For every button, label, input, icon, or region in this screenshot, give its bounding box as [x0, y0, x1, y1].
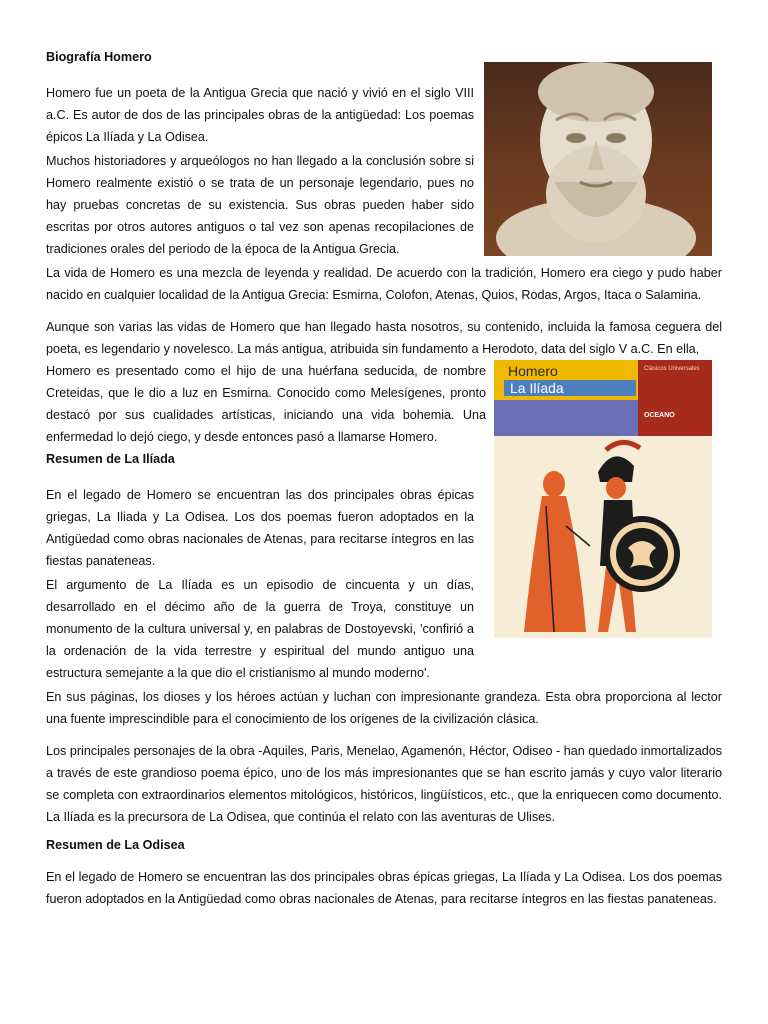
- book-collection: Clásicos Universales: [644, 366, 700, 372]
- heading-odyssey: Resumen de La Odisea: [46, 838, 185, 852]
- paragraph-iliad-characters: Los principales personajes de la obra -Aquiles, Paris, Menelao, Agamenón, Héctor, Odiseo - han quedado inmortalizados a través de este grandioso poema épico, uno de los más impresionantes que se han escrito jamás y cuyo valor literario se completa con extraordinarios elementos mitológicos, históricos, lingüísticos, etc., que la enriquecen como documento. La Ilíada es la precursora de La Odisea, que continúa el relato con las aventuras de Ulises.: [46, 744, 722, 824]
- paragraph-lives-intro: Aunque son varias las vidas de Homero que han llegado hasta nosotros, su contenido, incluida la famosa ceguera del poeta, es legendario y novelesco. La más antigua, atribuida sin fundamento a Herodoto, data del siglo V a.C. En ella,: [46, 320, 722, 356]
- paragraph-iliad-gods: En sus páginas, los dioses y los héroes actúan y luchan con impresionante grandeza. Esta obra proporciona al lector una fuente imprescindible para el conocimiento de los orígenes de la civilización clásica.: [46, 690, 722, 726]
- book-cover-header: [494, 360, 712, 436]
- paragraph-iliad-argument: El argumento de La Ilíada es un episodio de cincuenta y un días, desarrollado en el décimo año de la guerra de Troya, constituye un monumento de la cultura universal y, en palabras de Dostoyevski, 'confirió a la ordenación de la vida terrestre y espiritual del mundo antiguo una estructura semejante a la que dio el cristianismo al mundo moderno'.: [46, 578, 474, 680]
- paragraph-legend: La vida de Homero es una mezcla de leyenda y realidad. De acuerdo con la tradición, Homero era ciego y pudo haber nacido en cualquier localidad de la Antigua Grecia: Esmirna, Colofon, Atenas, Quios, Rodas, Argos, Itaca o Salamina.: [46, 266, 722, 302]
- heading-iliad: Resumen de La Ilíada: [46, 452, 175, 466]
- book-author: Homero: [508, 363, 558, 379]
- paragraph-iliad-legacy: En el legado de Homero se encuentran las dos principales obras épicas griegas, La Iliada y La Odisea. Los dos poemas fueron adoptados en la Antigüedad como obras nacionales de Atenas, para recitarse íntegros en las fiestas panateneas.: [46, 488, 474, 568]
- paragraph-intro: Homero fue un poeta de la Antigua Grecia que nació y vivió en el siglo VIII a.C. Es autor de dos de las principales obras de la antigüedad: Los poemas épicos La Ilíada y La Odisea.: [46, 86, 474, 144]
- book-title: La Ilíada: [504, 380, 636, 396]
- document-title: Biografía Homero: [46, 50, 152, 64]
- homer-bust-image: [484, 62, 712, 256]
- paragraph-lives-continued: Homero es presentado como el hijo de una huérfana seducida, de nombre Creteidas, que le dio a luz en Esmirna. Conocido como Melesígenes, pronto destacó por sus cualidades artísticas, iniciando una vida bohemia. Una enfermedad lo dejó ciego, y desde entonces pasó a llamarse Homero.: [46, 364, 486, 444]
- paragraph-existence: Muchos historiadores y arqueólogos no han llegado a la conclusión sobre si Homero realmente existió o se trata de un personaje legendario, pues no hay pruebas concretas de su existencia. Sus obras pueden haber sido escritas por otros autores antiguos o tal vez son apenas recopilaciones de tradiciones orales del periodo de la época de la Antigua Grecia.: [46, 154, 474, 256]
- greek-figures-illustration: [494, 436, 712, 638]
- paragraph-odyssey-legacy: En el legado de Homero se encuentran las dos principales obras épicas griegas, La Ilíada y La Odisea. Los dos poemas fueron adoptados en la Antigüedad como obras nacionales de Atenas, para recitarse íntegros en las fiestas panateneas.: [46, 870, 722, 906]
- book-publisher: OCEANO: [644, 412, 675, 419]
- homer-bust-illustration: [484, 62, 712, 256]
- iliad-book-cover: [494, 360, 712, 638]
